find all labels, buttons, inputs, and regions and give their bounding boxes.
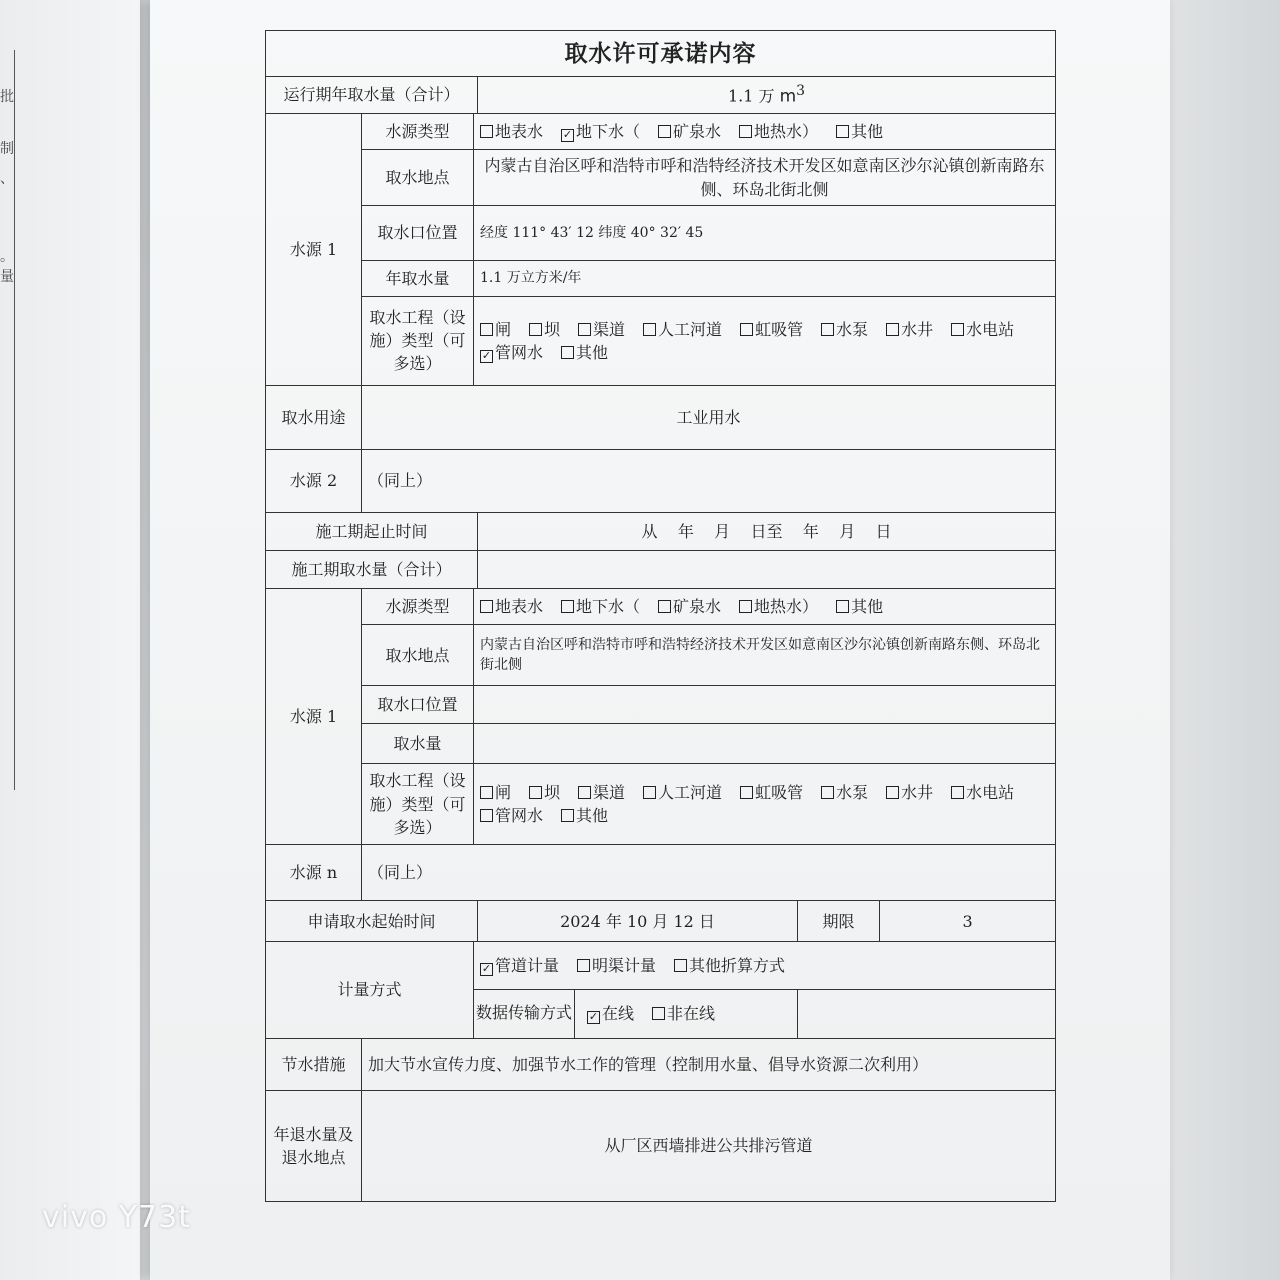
checkbox-option[interactable] (740, 781, 803, 804)
checkbox-option[interactable] (821, 781, 868, 804)
cons-source1-intake-label: 取水口位置 (362, 685, 474, 723)
cons-source1-label: 水源 1 (266, 589, 362, 845)
usage-label: 取水用途 (266, 385, 362, 449)
checkbox-option[interactable] (740, 318, 803, 341)
annual-total-value (478, 77, 1056, 113)
term-label: 期限 (798, 901, 880, 941)
checkbox-option[interactable] (643, 318, 722, 341)
transmission-blank (798, 990, 1056, 1038)
checkbox-icon[interactable] (886, 786, 899, 799)
checkbox-option[interactable] (951, 781, 1014, 804)
op-source1-works-options (474, 296, 1056, 385)
checkbox-icon[interactable] (836, 600, 849, 613)
checkbox-option[interactable] (561, 120, 640, 143)
left-page-fragment: 制 (0, 141, 14, 157)
checkbox-label: 坝 (544, 783, 561, 803)
checkbox-label: 地热水） (754, 597, 819, 617)
annual-total-unit: m (779, 86, 797, 107)
cons-source-n-label: 水源 n (266, 845, 362, 901)
op-source1-intake-label: 取水口位置 (362, 206, 474, 260)
checkbox-option[interactable] (480, 341, 543, 364)
checkbox-label: 其他 (576, 806, 609, 826)
checkbox-label: 矿泉水 (673, 121, 722, 141)
checkbox-option[interactable] (739, 120, 818, 143)
checkbox-icon[interactable] (480, 786, 493, 799)
transmission-options (575, 990, 797, 1037)
checkbox-icon[interactable] (561, 600, 574, 613)
op-source1-type-label: 水源类型 (362, 113, 474, 149)
checkbox-label: 水泵 (836, 783, 869, 803)
left-page-fragment: 批 (0, 89, 14, 105)
checkbox-icon[interactable] (577, 959, 590, 972)
checkbox-icon[interactable] (561, 346, 574, 359)
cons-source1-place-value: 内蒙古自治区呼和浩特市呼和浩特经济技术开发区如意南区沙尔沁镇创新南路东侧、环岛北街北侧 (474, 625, 1056, 685)
checkbox-icon[interactable] (836, 125, 849, 138)
construction-total-label: 施工期取水量（合计） (266, 550, 478, 588)
checkbox-icon[interactable] (740, 323, 753, 336)
cons-source1-place-label: 取水地点 (362, 625, 474, 685)
checkbox-label: 其他 (851, 121, 884, 141)
checkbox-icon[interactable] (821, 323, 834, 336)
checkbox-icon[interactable] (951, 786, 964, 799)
checkbox-label: 水电站 (966, 783, 1015, 803)
op-source1-annual-label: 年取水量 (362, 260, 474, 296)
annual-total-unit-sup: 3 (796, 82, 806, 99)
left-page-border (0, 50, 15, 790)
checkbox-option[interactable] (886, 781, 933, 804)
checkbox-label: 地下水（ (576, 597, 641, 617)
checkbox-icon[interactable] (529, 323, 542, 336)
op-source1-place-value: 内蒙古自治区呼和浩特市呼和浩特经济技术开发区如意南区沙尔沁镇创新南路东侧、环岛北街北侧 (474, 149, 1056, 205)
cons-source1-type-label: 水源类型 (362, 589, 474, 625)
op-source1-place-label: 取水地点 (362, 149, 474, 205)
checkbox-label: 非在线 (667, 1004, 716, 1024)
saving-value: 加大节水宣传力度、加强节水工作的管理（控制用水量、倡导水资源二次利用） (362, 1038, 1056, 1090)
cons-source1-works-label: 取水工程（设施）类型（可多选） (362, 764, 474, 845)
op-source1-type-options (474, 113, 1056, 149)
checkbox-option[interactable] (480, 120, 543, 143)
checkbox-icon[interactable] (821, 786, 834, 799)
checkbox-label: 管网水 (495, 342, 544, 362)
left-adjacent-page (0, 0, 140, 1280)
checkbox-icon[interactable] (886, 323, 899, 336)
checkbox-option[interactable] (739, 595, 818, 618)
right-adjacent-page (1165, 0, 1280, 1280)
checkbox-option[interactable] (480, 781, 511, 804)
checkbox-icon[interactable] (480, 600, 493, 613)
checkbox-option[interactable] (643, 781, 722, 804)
checkbox-label: 地下水（ (576, 121, 641, 141)
checkbox-icon[interactable]: ✓ (588, 1010, 599, 1024)
checkbox-option[interactable] (480, 954, 559, 977)
metering-options (474, 941, 1056, 989)
op-source2-value: （同上） (362, 450, 1056, 512)
annual-total-label: 运行期年取水量（合计） (266, 77, 478, 113)
op-source1-works-label: 取水工程（设施）类型（可多选） (362, 296, 474, 385)
form-title: 取水许可承诺内容 (266, 31, 1056, 77)
op-source1-label: 水源 1 (266, 113, 362, 385)
checkbox-icon[interactable] (658, 125, 671, 138)
checkbox-label: 管道计量 (495, 955, 560, 975)
checkbox-label: 闸 (495, 783, 512, 803)
checkbox-option[interactable] (886, 318, 933, 341)
checkbox-option[interactable] (658, 120, 721, 143)
checkbox-option[interactable] (652, 1002, 715, 1025)
start-value: 2024 年 10 月 12 日 (478, 901, 798, 941)
checkbox-option[interactable] (529, 781, 560, 804)
checkbox-label: 其他 (576, 342, 609, 362)
checkbox-icon[interactable] (951, 323, 964, 336)
checkbox-icon[interactable] (739, 125, 752, 138)
checkbox-icon[interactable]: ✓ (481, 961, 492, 975)
checkbox-icon[interactable]: ✓ (481, 348, 492, 362)
checkbox-icon[interactable] (658, 600, 671, 613)
cons-source1-intake-value (474, 685, 1056, 723)
op-source1-annual-value: 1.1 万立方米/年 (474, 260, 1056, 296)
checkbox-icon[interactable] (480, 323, 493, 336)
checkbox-icon[interactable] (643, 786, 656, 799)
return-label: 年退水量及退水地点 (266, 1090, 362, 1201)
start-label: 申请取水起始时间 (266, 901, 478, 941)
checkbox-icon[interactable] (561, 809, 574, 822)
checkbox-icon[interactable] (739, 600, 752, 613)
checkbox-label: 水泵 (836, 319, 869, 339)
checkbox-label: 地热水） (754, 121, 819, 141)
checkbox-label: 人工河道 (658, 319, 723, 339)
saving-label: 节水措施 (266, 1038, 362, 1090)
left-page-fragment: 量 (0, 269, 14, 285)
construction-period-label: 施工期起止时间 (266, 512, 478, 550)
checkbox-icon[interactable] (740, 786, 753, 799)
metering-label: 计量方式 (266, 941, 474, 1038)
checkbox-option[interactable] (577, 954, 656, 977)
term-value: 3 (880, 901, 1056, 941)
op-source1-intake-value: 经度 111° 43′ 12 纬度 40° 32′ 45 (474, 206, 1056, 260)
checkbox-label: 闸 (495, 319, 512, 339)
construction-total-value (478, 550, 1056, 588)
checkbox-option[interactable] (578, 318, 625, 341)
checkbox-label: 坝 (544, 319, 561, 339)
checkbox-option[interactable] (561, 341, 608, 364)
checkbox-label: 其他 (851, 597, 884, 617)
left-page-fragment: 。 (0, 249, 14, 265)
checkbox-icon[interactable] (652, 1007, 665, 1020)
camera-watermark: vivo Y73t (42, 1200, 191, 1235)
checkbox-option[interactable] (529, 318, 560, 341)
checkbox-icon[interactable] (674, 959, 687, 972)
checkbox-label: 水井 (901, 319, 934, 339)
checkbox-option[interactable] (561, 595, 640, 618)
checkbox-option[interactable] (480, 595, 543, 618)
usage-value: 工业用水 (362, 385, 1056, 449)
checkbox-icon[interactable]: ✓ (562, 127, 573, 141)
checkbox-label: 水井 (901, 783, 934, 803)
checkbox-option[interactable] (561, 804, 608, 827)
checkbox-option[interactable] (480, 318, 511, 341)
checkbox-option[interactable] (674, 954, 785, 977)
checkbox-icon[interactable] (529, 786, 542, 799)
checkbox-option[interactable] (836, 120, 883, 143)
transmission-row (474, 990, 798, 1038)
return-value: 从厂区西墙排进公共排污管道 (362, 1090, 1056, 1201)
cons-source1-works-options (474, 764, 1056, 845)
checkbox-option[interactable] (578, 781, 625, 804)
checkbox-label: 虹吸管 (755, 319, 804, 339)
checkbox-option[interactable] (951, 318, 1014, 341)
checkbox-option[interactable] (480, 804, 543, 827)
checkbox-label: 渠道 (593, 319, 626, 339)
cons-source1-amount-label: 取水量 (362, 724, 474, 764)
cons-source1-type-options (474, 589, 1056, 625)
cons-source-n-value: （同上） (362, 845, 1056, 901)
transmission-label: 数据传输方式 (474, 990, 575, 1037)
checkbox-option[interactable] (821, 318, 868, 341)
checkbox-option[interactable] (836, 595, 883, 618)
checkbox-label: 在线 (602, 1004, 635, 1024)
checkbox-label: 人工河道 (658, 783, 723, 803)
construction-period-value: 从 年 月 日至 年 月 日 (478, 512, 1056, 550)
cons-source1-amount-value (474, 724, 1056, 764)
checkbox-label: 管网水 (495, 806, 544, 826)
checkbox-icon[interactable] (480, 809, 493, 822)
checkbox-icon[interactable] (480, 125, 493, 138)
checkbox-label: 地表水 (495, 597, 544, 617)
checkbox-icon[interactable] (578, 323, 591, 336)
annual-total-number: 1.1 万 (727, 86, 775, 106)
op-source2-label: 水源 2 (266, 450, 362, 512)
checkbox-option[interactable] (587, 1002, 634, 1025)
checkbox-icon[interactable] (643, 323, 656, 336)
checkbox-label: 水电站 (966, 319, 1015, 339)
checkbox-label: 渠道 (593, 783, 626, 803)
checkbox-icon[interactable] (578, 786, 591, 799)
checkbox-option[interactable] (658, 595, 721, 618)
checkbox-label: 其他折算方式 (689, 955, 786, 975)
checkbox-label: 虹吸管 (755, 783, 804, 803)
left-page-fragment: 、 (0, 171, 14, 187)
checkbox-label: 矿泉水 (673, 597, 722, 617)
checkbox-label: 明渠计量 (592, 955, 657, 975)
water-permit-form (265, 30, 1056, 1202)
checkbox-label: 地表水 (495, 121, 544, 141)
